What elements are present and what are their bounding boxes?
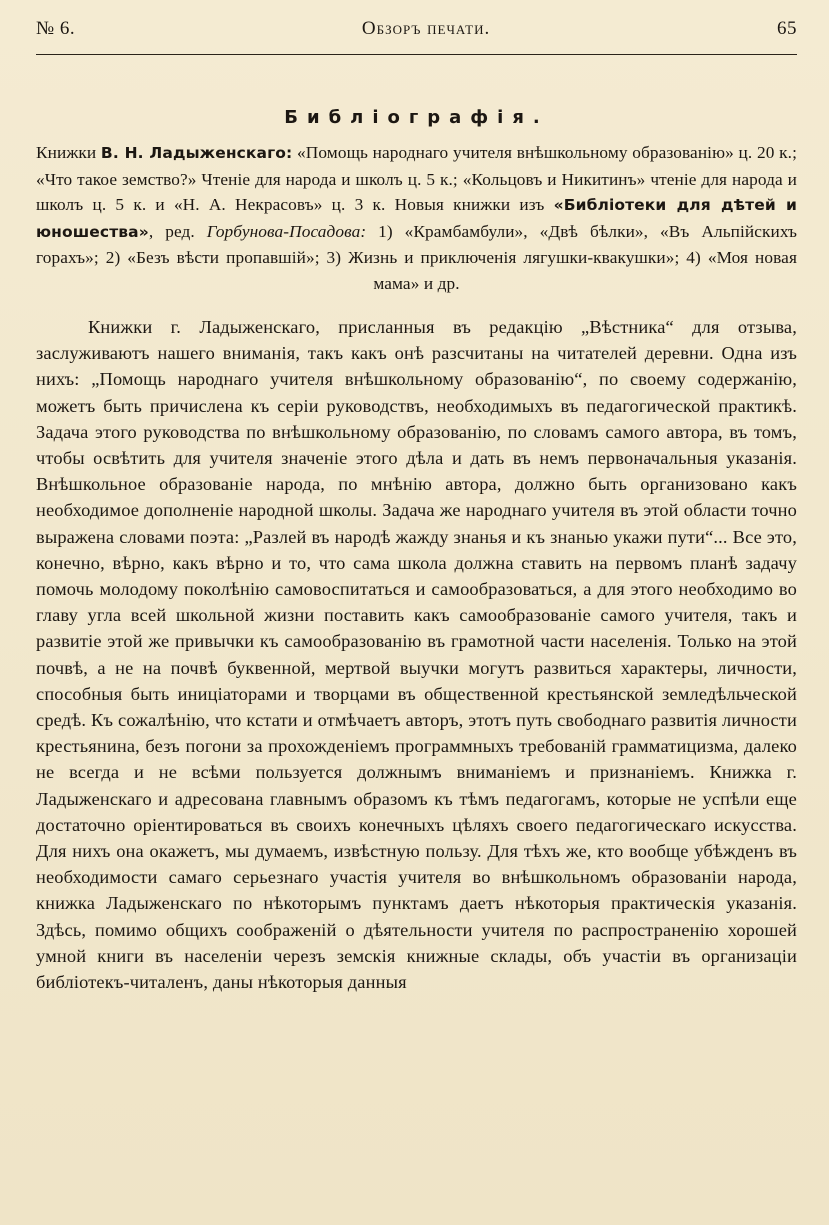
review-heading-text: , ред. [148,221,207,241]
review-heading-text: Книжки [36,143,101,162]
page-number: 65 [777,18,797,39]
article-body [36,314,797,995]
review-heading-text: «Помощь народнаго учителя внѣшкольному образованію» ц. 20 к.; «Что такое земство?» Чтеніе для народа и школъ ц. 5 к.; «Кольцовъ и Никитинъ» чтеніе для народа и школъ ц. 5 к. и «Н. А. Некрасовъ» ц. 3 к. Новыя книжки изъ [36,143,797,214]
section-title: Библіографія. [284,107,549,128]
issue-number: № 6. [36,18,76,39]
journal-section-title: Обзоръ печати. [361,18,491,39]
review-heading-text: 1) «Крамбамбули», «Двѣ бѣлки», «Въ Альпійскихъ горахъ»; 2) «Безъ вѣсти пропавшій»; 3) Жизнь и приключенія лягушки-квакушки»; 4) «Моя новая мама» и др. [36,221,798,293]
review-series: «Библіотеки для дѣтей и юношества» [36,196,797,241]
review-heading [36,140,797,296]
review-author: В. Н. Ладыженскаго: [100,144,293,162]
review-editor: Горбунова-Посадова: [206,221,367,241]
running-header [36,18,797,48]
body-paragraph: Книжки г. Ладыженскаго, присланныя въ редакцію „Вѣстника“ для отзыва, заслуживаютъ нашего вниманія, такъ какъ онѣ разсчитаны на читателей деревни. Одна изъ нихъ: „Помощь народнаго учителя внѣшкольному образованію“, по своему содержанію, можетъ быть причислена къ серіи руководствъ, необходимыхъ въ педагогической практикѣ. Задача этого руководства по внѣшкольному образованію, по словамъ самого автора, въ томъ, чтобы освѣтить для учителя значеніе этого дѣла и дать въ немъ первоначальныя указанія. Внѣшкольное образованіе народа, по мнѣнію автора, должно быть организовано какъ необходимое дополненіе народной школы. Задача же народнаго учителя въ этой области точно выражена словами поэта: „Разлей въ народѣ жажду знанья и къ знанью укажи пути“... Все это, конечно, вѣрно, какъ вѣрно и то, что сама школа должна ставить на первомъ планѣ задачу помочь молодому поколѣнію самовоспитаться и самообразоваться, а для этого необходимо во главу угла всей школьной жизни поставить какъ самообразованіе самого учителя, такъ и развитіе этой же привычки къ самообразованію въ грамотной части населенія. Только на этой почвѣ, а не на почвѣ буквенной, мертвой выучки могутъ развиться характеры, личности, способныя быть иниціаторами и творцами въ общественной крестьянской земледѣльческой средѣ. Къ сожалѣнію, что кстати и отмѣчаетъ авторъ, этотъ путь свободнаго развитія личности крестьянина, безъ погони за прохожденіемъ программныхъ требованій грамматицизма, далеко не всегда и не всѣми пользуется должнымъ вниманіемъ и признаніемъ. Книжка г. Ладыженскаго и адресована главнымъ образомъ къ тѣмъ педагогамъ, которые не успѣли еще достаточно оріентироваться въ своихъ конечныхъ цѣляхъ своего педагогическаго искусства. Для нихъ она окажетъ, мы думаемъ, извѣстную пользу. Для тѣхъ же, кто вообще убѣжденъ въ необходимости самаго серьезнаго участія учителя во внѣшкольномъ образованіи народа, книжка Ладыженскаго по нѣкоторымъ пунктамъ даетъ нѣкоторыя практическія указанія. Здѣсь, помимо общихъ соображеній о дѣятельности учителя по распространенію хорошей умной книги въ населеніи черезъ земскія книжные склады, объ участіи въ организаціи библіотекъ-читаленъ, даны нѣкоторыя данныя [36,317,797,993]
header-rule [36,54,797,55]
